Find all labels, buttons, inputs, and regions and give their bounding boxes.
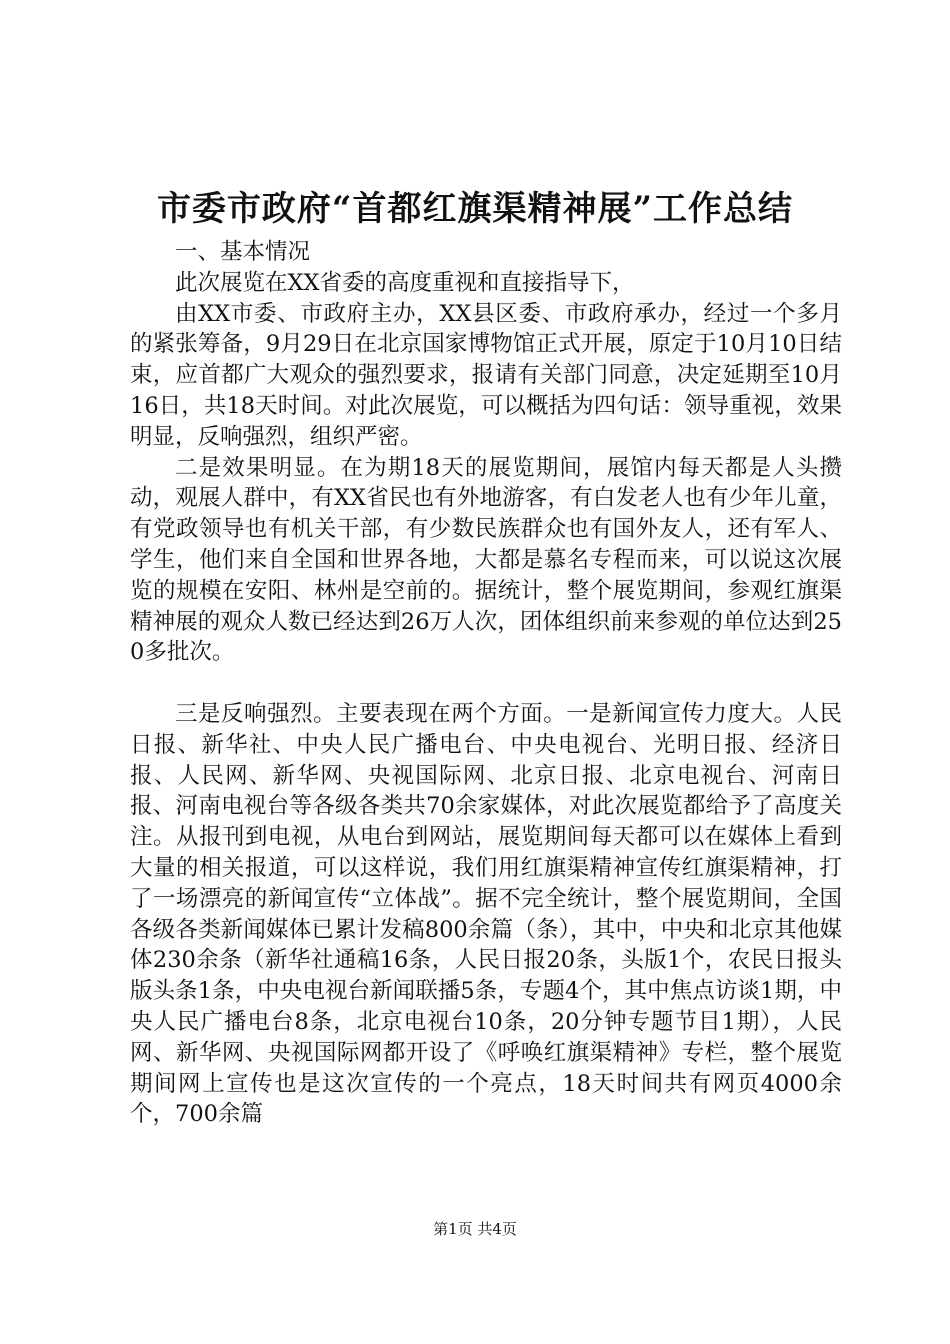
- section-heading: 一、基本情况: [175, 239, 311, 265]
- paragraph: 此次展览在XX省委的高度重视和直接指导下，: [175, 269, 635, 296]
- document-body: [130, 237, 842, 1130]
- paragraph: 由XX市委、市政府主办，XX县区委、市政府承办，经过一个多月的紧张筹备，9月29日在北京国家博物馆正式开展，原定于10月10日结束，应首都广大观众的强烈要求，报请有关部门同意，决定延期至10月16日，共18天时间。对此次展览，可以概括为四句话：领导重视，效果明显，反响强烈，组织严密。: [130, 300, 842, 450]
- page-footer: 第1页 共4页: [433, 1220, 517, 1238]
- paragraph: 三是反响强烈。主要表现在两个方面。一是新闻宣传力度大。人民日报、新华社、中央人民广播电台、中央电视台、光明日报、经济日报、人民网、新华网、央视国际网、北京日报、北京电视台、河南日报、河南电视台等各级各类共70余家媒体，对此次展览都给予了高度关注。从报刊到电视，从电台到网站，展览期间每天都可以在媒体上看到大量的相关报道，可以这样说，我们用红旗渠精神宣传红旗渠精神，打了一场漂亮的新闻宣传“立体战”。据不完全统计，整个展览期间，全国各级各类新闻媒体已累计发稿800余篇（条），其中，中央和北京其他媒体230余条（新华社通稿16条，人民日报20条，头版1个，农民日报头版头条1条，中央电视台新闻联播5条，专题4个，其中焦点访谈1期，中央人民广播电台8条，北京电视台10条，20分钟专题节目1期），人民网、新华网、央视国际网都开设了《呼唤红旗渠精神》专栏，整个展览期间网上宣传也是这次宣传的一个亮点，18天时间共有网页4000余个，700余篇: [130, 700, 842, 1128]
- document-title: 市委市政府“首都红旗渠精神展”工作总结: [156, 189, 794, 229]
- paragraph: 二是效果明显。在为期18天的展览期间，展馆内每天都是人头攒动，观展人群中，有XX省民也有外地游客，有白发老人也有少年儿童，有党政领导也有机关干部，有少数民族群众也有国外友人，还有军人、学生，他们来自全国和世界各地，大都是慕名专程而来，可以说这次展览的规模在安阳、林州是空前的。据统计，整个展览期间，参观红旗渠精神展的观众人数已经达到26万人次，团体组织前来参观的单位达到250多批次。: [130, 454, 842, 666]
